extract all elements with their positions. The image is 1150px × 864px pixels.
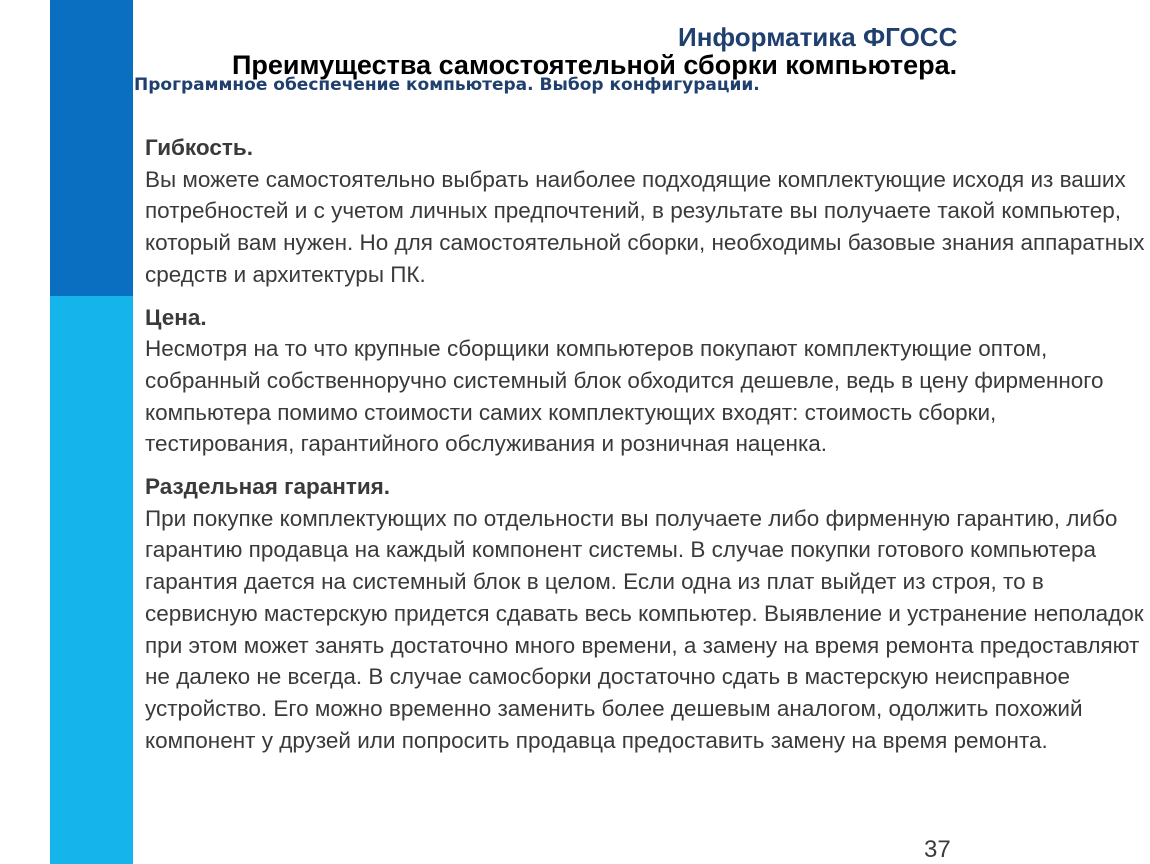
decorative-stripe-dark <box>50 0 133 296</box>
section-heading: Гибкость. <box>145 135 253 160</box>
section-heading: Раздельная гарантия. <box>145 474 391 500</box>
slide-title: Преимущества самостоятельной сборки компьютера. <box>232 50 958 80</box>
section-body: При покупке комплектующих по отдельности вы получаете либо фирменную гарантию, либо гарантию продавца на каждый компонент системы. В случае покупки готового компьютера гарантия дается на системный блок в целом. Если одна из плат выйдет из строя, то в сервисную мастерскую придется сдавать весь компьютер. Выявление и устранение неполадок при этом может занять достаточно много времени, а замену на время ремонта предоставляют не далеко не всегда. В случае самосборки достаточно сдать в мастерскую неисправное устройство. Его можно временно заменить более дешевым аналогом, одолжить похожий компонент у друзей или попросить продавца предоставить замену на время ремонта. <box>145 505 1144 753</box>
decorative-stripe-light <box>50 296 133 864</box>
page-number: 37 <box>924 836 951 863</box>
section-flexibility <box>145 132 1145 291</box>
slide-content <box>145 132 1145 767</box>
section-price <box>145 302 1145 461</box>
section-heading: Цена. <box>145 304 207 330</box>
header-brand: Информатика ФГОСС <box>678 22 958 52</box>
slide-subtitle: Программное обеспечение компьютера. Выбор конфигурации. <box>134 75 760 95</box>
section-warranty <box>145 471 1145 756</box>
section-body: Вы можете самостоятельно выбрать наиболее подходящие комплектующие исходя из ваших потребностей и с учетом личных предпочтений, в результате вы получаете такой компьютер, который вам нужен. Но для самостоятельной сборки, необходимы базовые знания аппаратных средств и архитектуры ПК. <box>145 166 1145 287</box>
section-body: Несмотря на то что крупные сборщики компьютеров покупают комплектующие оптом, собранный собственноручно системный блок обходится дешевле, ведь в цену фирменного компьютера помимо стоимости самих комплектующих входят: стоимость сборки, тестирования, гарантийного обслуживания и розничная наценка. <box>145 336 1104 457</box>
